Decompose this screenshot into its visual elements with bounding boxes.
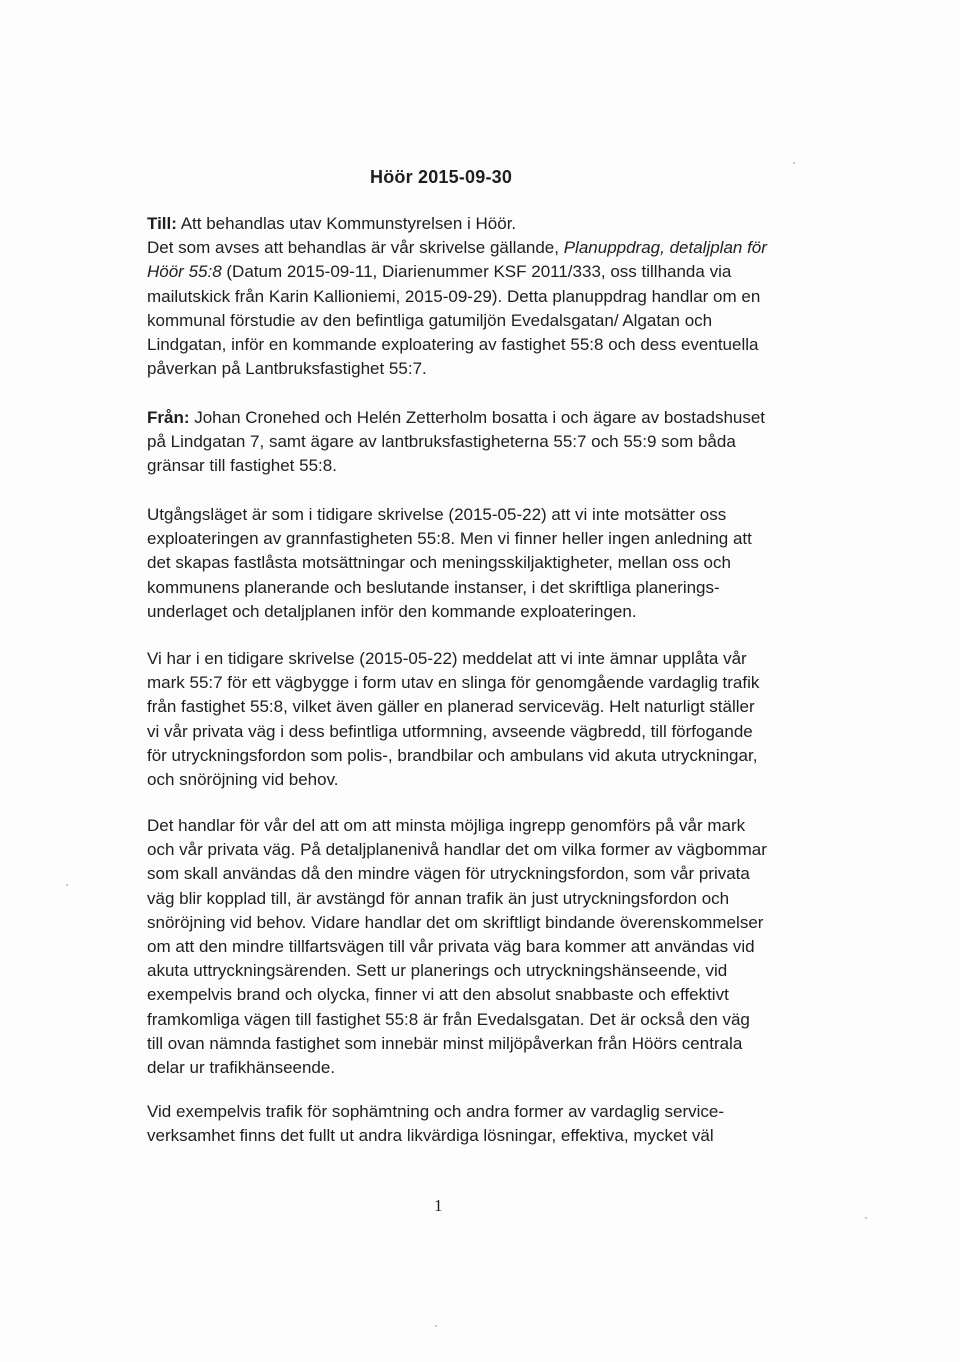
reference-title: Planuppdrag, detaljplan för (563, 238, 767, 258)
text-line: från fastighet 55:8, vilket även gäller en planerad serviceväg. Helt naturligt ställer (147, 697, 755, 717)
recipient-block (147, 212, 827, 381)
text-line: till ovan nämnda fastighet som innebär minst miljöpåverkan från Höörs centrala (147, 1033, 743, 1053)
text-line: och snöröjning vid behov. (147, 770, 339, 790)
text-line: vi vår privata väg i dess befintliga utformning, avseende vägbredd, till förfogande (147, 721, 753, 741)
text-line: exempelvis brand och olycka, finner vi att den absolut snabbaste och effektivt (147, 985, 729, 1005)
text-line: mailutskick från Karin Kallioniemi, 2015-09-29). Detta planuppdrag handlar om en (147, 286, 761, 306)
reference-text: Det som avses att behandlas är vår skrivelse gällande, (147, 238, 564, 258)
sender-text: Johan Cronehed och Helén Zetterholm bosatta i och ägare av bostadshuset (189, 408, 766, 427)
text-line: påverkan på Lantbruksfastighet 55:7. (147, 359, 427, 379)
text-line: väg blir kopplad till, är avstängd för annan trafik än just utryckningsfordon och (147, 888, 730, 908)
text-line: det skapas fastlåsta motsättningar och meningsskiljaktigheter, mellan oss och (147, 553, 731, 573)
text-line: delar ur trafikhänseende. (147, 1058, 336, 1078)
text-line: akuta uttryckningsärenden. Sett ur planerings och utryckningshänseende, vid (147, 961, 728, 981)
paragraph (147, 1100, 827, 1148)
text-line: underlaget och detaljplanen inför den kommande exploateringen. (147, 601, 637, 621)
text-line: på Lindgatan 7, samt ägare av lantbruksfastigheterna 55:7 och 55:9 som båda (147, 432, 736, 452)
text-line: för utryckningsfordon som polis-, brandbilar och ambulans vid akuta utryckningar, (147, 745, 758, 765)
paragraph (147, 647, 827, 792)
recipient-label: Till: (147, 214, 177, 233)
text-line: Lindgatan, inför en kommande exploatering av fastighet 55:8 och dess eventuella (147, 335, 759, 355)
text-line: snöröjning vid behov. Vidare handlar det om skriftligt bindande överenskommelser (147, 912, 764, 932)
paragraph (147, 814, 827, 1080)
scan-speck (793, 162, 795, 164)
text-line: Vid exempelvis trafik för sophämtning och andra former av vardaglig service- (147, 1102, 725, 1121)
sender-block (147, 406, 827, 479)
scan-speck (435, 1325, 437, 1327)
text-line: Utgångsläget är som i tidigare skrivelse (2015-05-22) att vi inte motsätter oss (147, 505, 727, 524)
text-line: kommunal förstudie av den befintliga gatumiljön Evedalsgatan/ Algatan och (147, 310, 713, 330)
text-line: gränsar till fastighet 55:8. (147, 456, 337, 476)
text-line: Vi har i en tidigare skrivelse (2015-05-22) meddelat att vi inte ämnar upplåta vår (147, 649, 747, 668)
page-number: 1 (434, 1196, 443, 1215)
recipient-line (147, 212, 827, 236)
reference-line (147, 236, 827, 260)
text-line: exploateringen av grannfastigheten 55:8. Men vi finner heller ingen anledning att (147, 529, 752, 549)
recipient-text: Att behandlas utav Kommunstyrelsen i Höör. (176, 214, 517, 233)
sender-line (147, 406, 827, 430)
text-line: Det handlar för vår del att om att minsta möjliga ingrepp genomförs på vår mark (147, 816, 746, 835)
text-line: mark 55:7 för ett vägbygge i form utav en slinga för genomgående vardaglig trafik (147, 673, 760, 693)
reference-details: (Datum 2015-09-11, Diarienummer KSF 2011/333, oss tillhanda via (221, 262, 732, 282)
scan-speck (66, 884, 68, 886)
text-line: som skall användas då den mindre vägen för utryckningsfordon, som vår privata (147, 864, 750, 884)
reference-title-cont: Höör 55:8 (147, 262, 222, 282)
text-line: kommunens planerande och beslutande instanser, i det skriftliga planerings- (147, 577, 720, 597)
text-line: framkomliga vägen till fastighet 55:8 är från Evedalsgatan. Det är också den väg (147, 1009, 750, 1029)
text-line: verksamhet finns det fullt ut andra likvärdiga lösningar, effektiva, mycket väl (147, 1126, 714, 1146)
document-title: Höör 2015-09-30 (370, 167, 513, 187)
text-line: om att den mindre tillfartsvägen till vår privata väg bara kommer att användas vid (147, 937, 755, 957)
sender-label: Från: (147, 408, 190, 427)
text-line: och vår privata väg. På detaljplanenivå handlar det om vilka former av vägbommar (147, 840, 767, 860)
reference-line (147, 260, 827, 284)
scan-speck (865, 1217, 867, 1219)
paragraph (147, 503, 827, 624)
